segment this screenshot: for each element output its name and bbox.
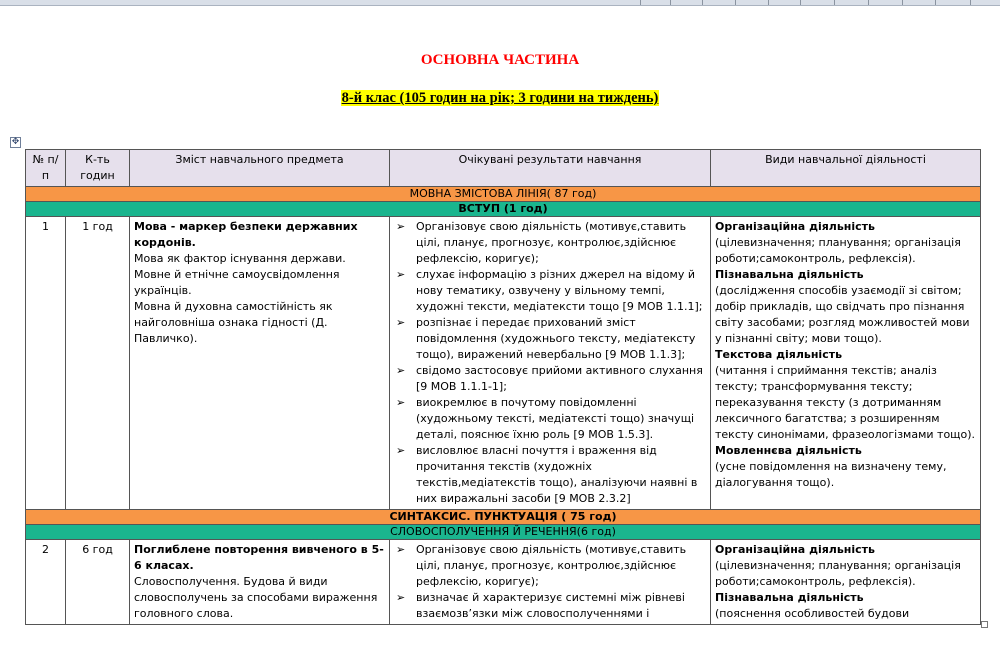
row-num: 1 — [26, 217, 66, 510]
results-list — [394, 542, 706, 622]
list-item: ➢ розпізнає і передає прихований зміст повідомлення (художнього тексту, медіатексту тощо), виражений невербально [9 МОВ 1.1.3]; — [394, 315, 706, 363]
table-row — [26, 540, 981, 625]
section-mova: МОВНА ЗМІСТОВА ЛІНІЯ( 87 год) — [26, 187, 981, 202]
activity-title: Мовленнєва діяльність — [715, 444, 862, 457]
table-header-row — [26, 150, 981, 187]
activity-title: Пізнавальна діяльність — [715, 268, 864, 281]
activity-text: (цілевизначення; планування; організація роботи;самоконтроль, рефлексія). — [715, 559, 961, 588]
results-list — [394, 219, 706, 507]
row-activities — [711, 217, 981, 510]
subsection-row — [26, 202, 981, 217]
table-move-handle-icon[interactable]: ✥ — [11, 137, 20, 147]
curriculum-table — [25, 149, 981, 625]
row-content — [130, 217, 390, 510]
page-title: ОСНОВНА ЧАСТИНА — [420, 52, 580, 68]
section-row — [26, 510, 981, 525]
row-num: 2 — [26, 540, 66, 625]
list-item: ➢ слухає інформацію з різних джерел на відому й нову тематику, озвучену у вільному темпі, художні тексти, медіатексти тощо [9 МОВ 1.1.1]; — [394, 267, 706, 315]
activity-text: (пояснення особливостей будови — [715, 607, 910, 620]
subsection-row — [26, 525, 981, 540]
header-results: Очікувані результати навчання — [390, 150, 711, 187]
section-syntax: СИНТАКСИС. ПУНКТУАЦІЯ ( 75 год) — [26, 510, 981, 525]
activity-title: Організаційна діяльність — [715, 543, 876, 556]
activity-title: Текстова діяльність — [715, 348, 843, 361]
header-content: Зміст навчального предмета — [130, 150, 390, 187]
activity-block — [715, 219, 976, 267]
subtitle-wrap — [0, 87, 1000, 107]
list-item: ➢ визначає й характеризує системні між рівневі взаємозв’язки між словосполученнями і — [394, 590, 706, 622]
activity-title: Пізнавальна діяльність — [715, 591, 864, 604]
activity-text: (цілевизначення; планування; організація роботи;самоконтроль, рефлексія). — [715, 236, 961, 265]
header-num: № п/п — [26, 150, 66, 187]
row-activities — [711, 540, 981, 625]
list-item: ➢ свідомо застосовує прийоми активного слухання [9 МОВ 1.1.1-1]; — [394, 363, 706, 395]
content-line: Мовне й етнічне самоусвідомлення українців. — [134, 268, 340, 297]
row-hours: 6 год — [66, 540, 130, 625]
row-results — [390, 540, 711, 625]
section-vstup: ВСТУП (1 год) — [26, 202, 981, 217]
content-line: Мова як фактор існування держави. — [134, 252, 346, 265]
content-heading: Мова - маркер безпеки державних кордонів. — [134, 220, 358, 249]
list-item: ➢ виокремлює в почутому повідомленні (художньому тексті, медіатексті тощо) значущі деталі, пояснює їхню роль [9 МОВ 1.5.3]. — [394, 395, 706, 443]
activity-text: (усне повідомлення на визначену тему, діалогування тощо). — [715, 460, 947, 489]
activity-text: (дослідження способів узаємодії зі світом; добір прикладів, що свідчать про пізнання світу засобами; розгляд можливостей мови у пізнанні світу; мови тощо). — [715, 284, 970, 345]
row-content — [130, 540, 390, 625]
content-heading: Поглиблене повторення вивченого в 5-6 класах. — [134, 543, 384, 572]
activity-title: Організаційна діяльність — [715, 220, 876, 233]
content-line: Словосполучення. Будова й види словосполучень за способами вираження головного слова. — [134, 575, 378, 620]
table-row — [26, 217, 981, 510]
header-activities: Види навчальної діяльності — [711, 150, 981, 187]
list-item: ➢ висловлює власні почуття і враження від прочитання текстів (художніх текстів,медіатекстів тощо), аналізуючи наявні в них виражальні засоби [9 МОВ 2.3.2] — [394, 443, 706, 507]
header-hours: К-ть годин — [66, 150, 130, 187]
activity-text: (читання і сприймання текстів; аналіз тексту; трансформування тексту; переказування тексту (з дотриманням лексичного багатства; з розширенням тексту синонімами, фразеологізмами тощо). — [715, 364, 976, 441]
ruler-marks — [640, 0, 1000, 5]
section-row — [26, 187, 981, 202]
row-results — [390, 217, 711, 510]
row-hours: 1 год — [66, 217, 130, 510]
section-slovospol: СЛОВОСПОЛУЧЕННЯ Й РЕЧЕННЯ(6 год) — [26, 525, 981, 540]
list-item: ➢ Організовує свою діяльність (мотивує,ставить цілі, планує, прогнозує, контролює,здійснює рефлексію, коригує); — [394, 542, 706, 590]
page-subtitle: 8-й клас (105 годин на рік; 3 години на тиждень) — [341, 90, 659, 106]
content-line: Мовна й духовна самостійність як найголовніша ознака гідності (Д. Павличко). — [134, 300, 333, 345]
table-resize-handle-icon[interactable] — [981, 621, 988, 628]
list-item: ➢ Організовує свою діяльність (мотивує,ставить цілі, планує, прогнозує, контролює,здійснює рефлексію, коригує); — [394, 219, 706, 267]
